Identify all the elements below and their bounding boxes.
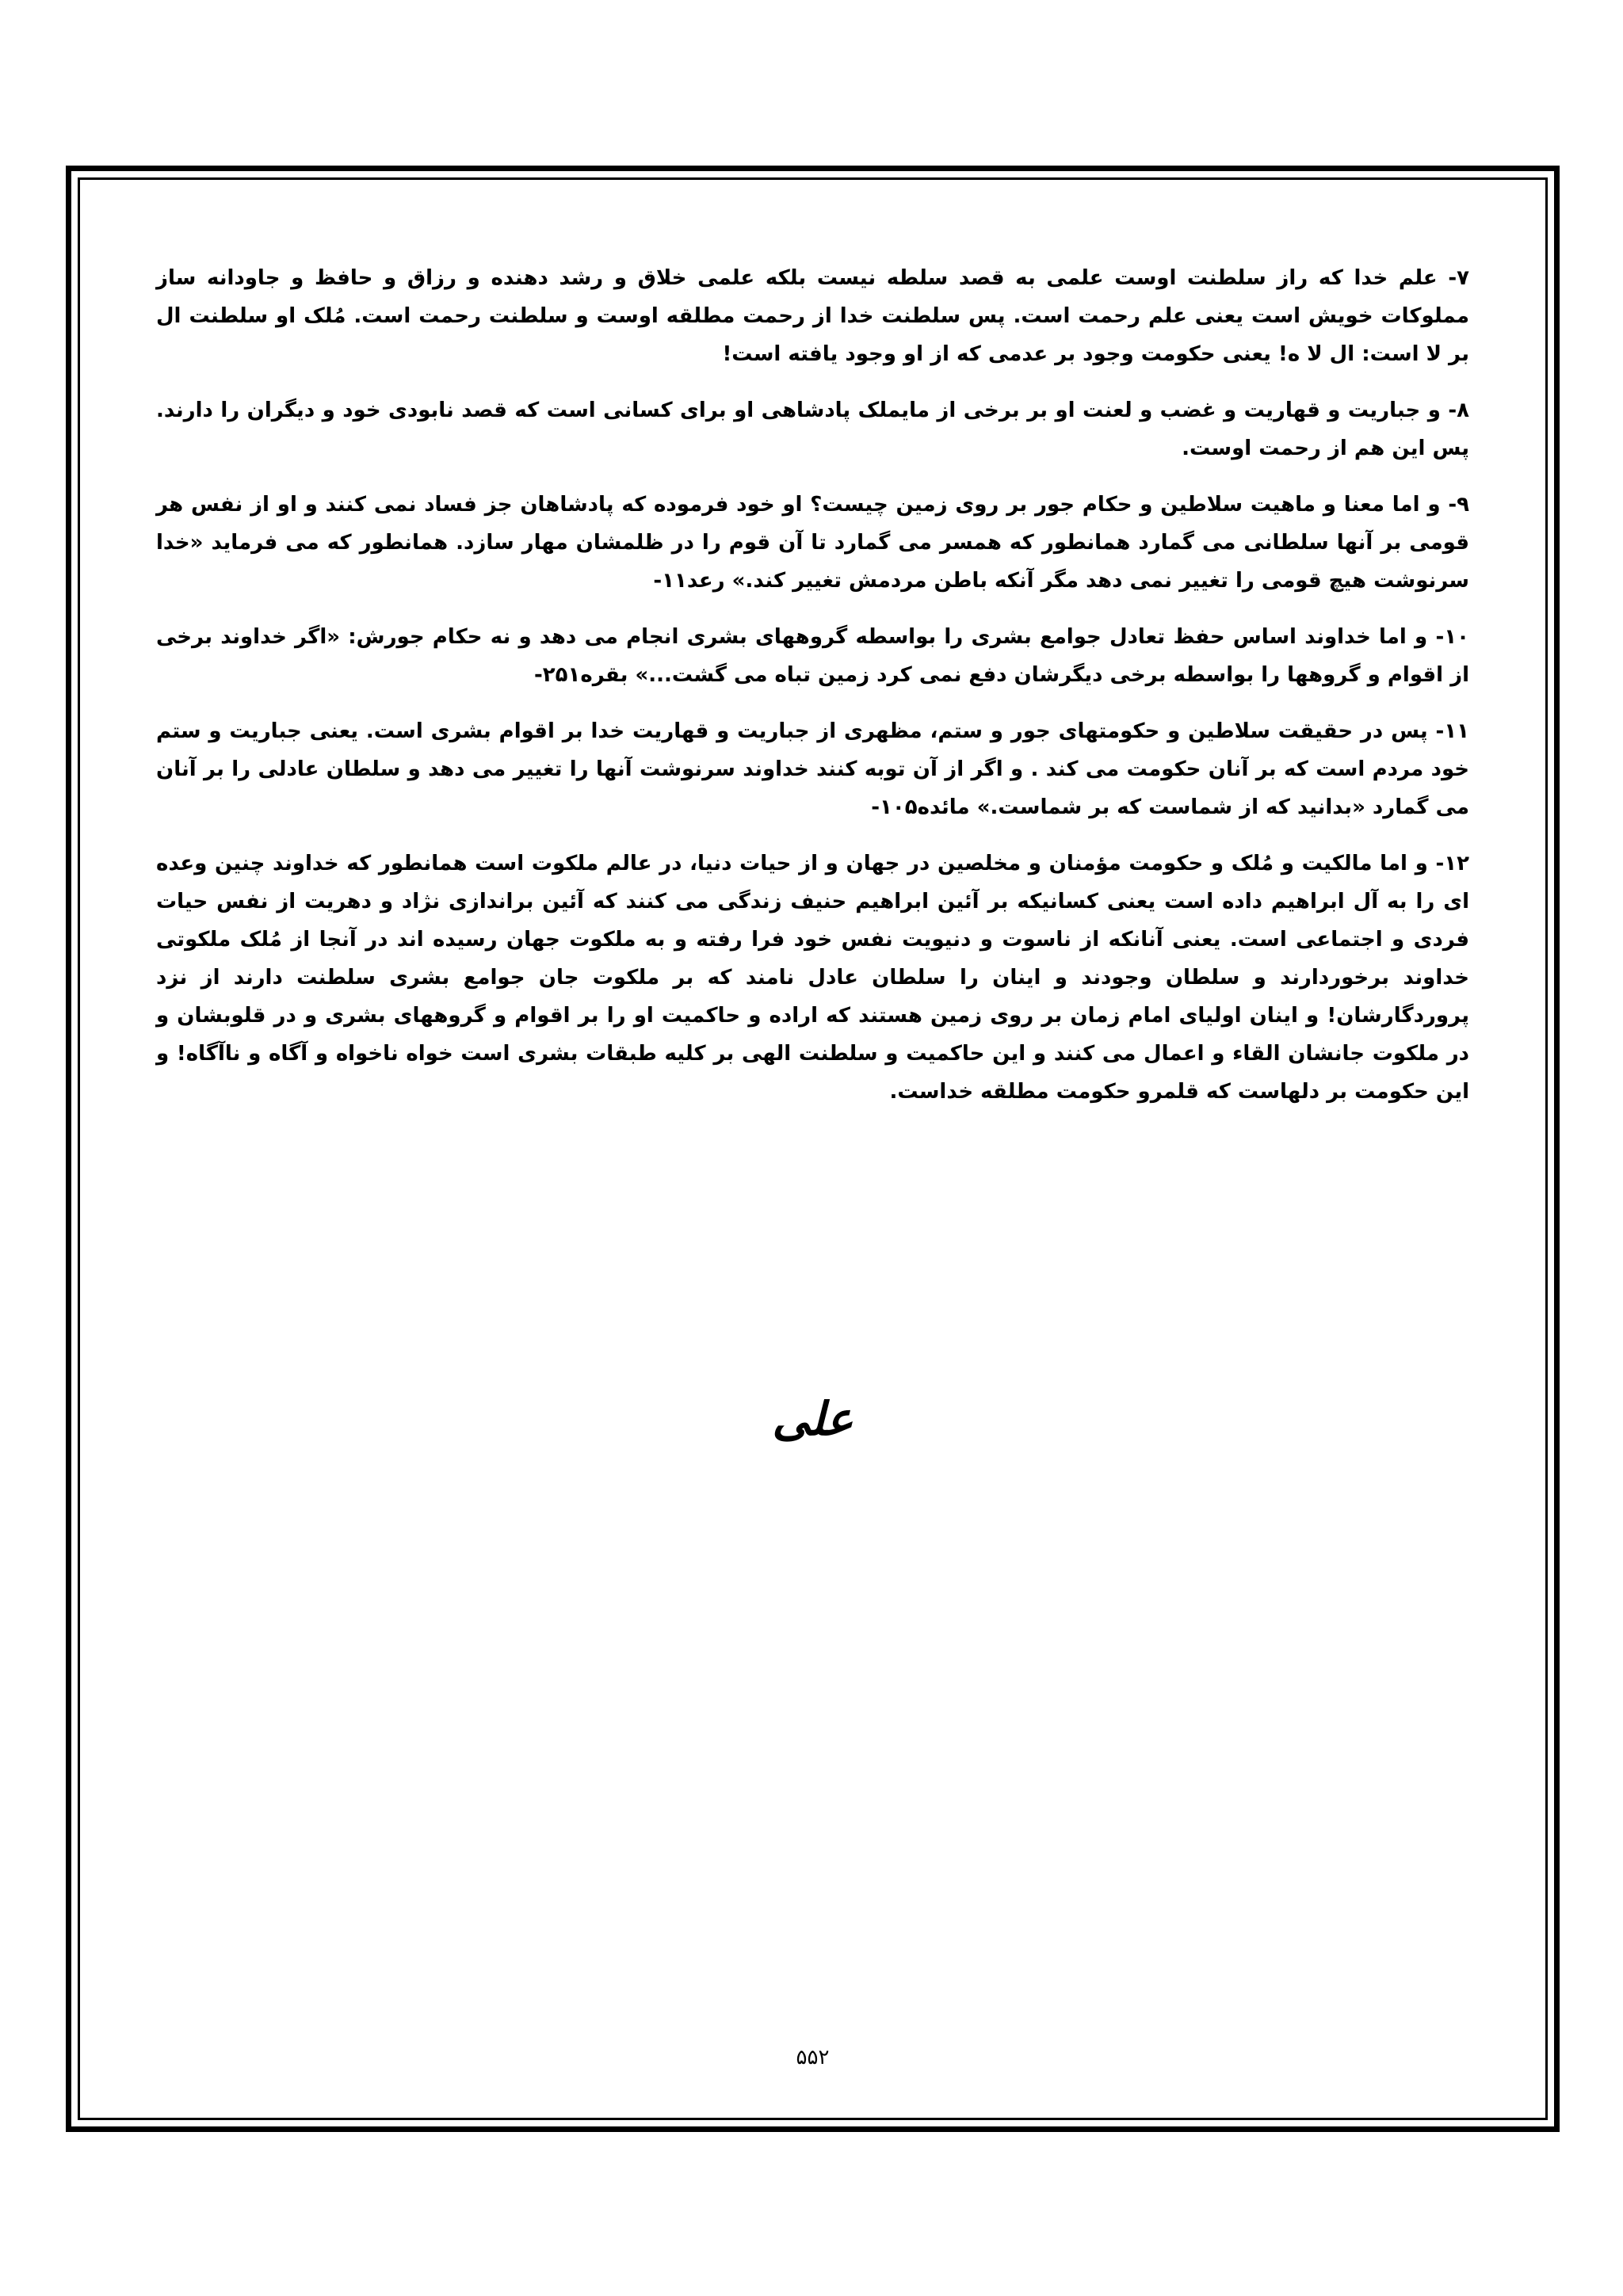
paragraph-10: ۱۰- و اما خداوند اساس حفظ تعادل جوامع بشری را بواسطه گروههای بشری انجام می دهد و نه حکام جورش: «اگر خداوند برخی از اقوام و گروهها را بواسطه برخی دیگرشان دفع نمی کرد زمین تباه می گشت...» بقره۲۵۱- [156,625,1469,687]
paragraph-12: ۱۲- و اما مالکیت و مُلک و حکومت مؤمنان و مخلصین در جهان و از حیات دنیا، در عالم ملکوت است همانطور که خداوند چنین وعده ای را به آل ابراهیم داده است یعنی کسانیکه بر آئین ابراهیم حنیف زندگی می کنند که آئین براندازی نژاد و دهریت از نفس حیات فردی و اجتماعی است. یعنی آنانکه از ناسوت و دنیویت نفس خود فرا رفته و به ملکوت جهان رسیده اند در آنجا از مُلک ملکوتی خداوند برخوردارند و سلطان وجودند و اینان را سلطان عادل نامند که بر ملکوت جان جوامع بشری سلطنت دارند از نزد پروردگارشان! و اینان اولیای امام زمان بر روی زمین هستند که اراده و حاکمیت او را بر اقوام و گروههای بشری و در قلوبشان و در ملکوت جانشان القاء و اعمال می کنند و این حاکمیت و سلطنت الهی بر کلیه طبقات بشری است خواه ناخواه و آگاه و ناآگاه! و این حکومت بر دلهاست که قلمرو حکومت مطلقه خداست. [156,852,1469,1104]
page-number: ۵۵۲ [796,2046,830,2069]
paragraph-9: ۹- و اما معنا و ماهیت سلاطین و حکام جور بر روی زمین چیست؟ او خود فرموده که پادشاهان جز فساد نمی کنند و او از نفس هر قومی بر آنها سلطانی می گمارد همانطور که همسر می گمارد تا آن قوم را در ظلمشان مهار سازد. همانطور که می فرماید «خدا سرنوشت هیچ قومی را تغییر نمی دهد مگر آنکه باطن مردمش تغییر کند.» رعد۱۱- [156,493,1469,593]
text-body [156,259,1469,1129]
paragraph-11: ۱۱- پس در حقیقت سلاطین و حکومتهای جور و ستم، مظهری از جباریت و قهاریت خدا بر اقوام بشری است. یعنی جباریت و ستم خود مردم است که بر آنان حکومت می کند . و اگر از آن توبه کنند خداوند سرنوشت آنها را تغییر می دهد و سلطان عادلی را بر آنان می گمارد «بدانید که از شماست که بر شماست.» مائده۱۰۵- [156,719,1469,819]
paragraph-7: ۷- علم خدا که راز سلطنت اوست علمی به قصد سلطه نیست بلکه علمی خلاق و رشد دهنده و رزاق و حافظ و جاودانه ساز مملوکات خویش است یعنی علم رحمت است. پس سلطنت خدا از رحمت مطلقه اوست و سلطنت رحمت است. مُلک او سلطنت ال بر لا است: ال لا ه! یعنی حکومت وجود بر عدمی که از او وجود یافته است! [156,266,1469,366]
page-border-inner [78,177,1548,2120]
author-signature: علی [772,1392,854,1446]
paragraph-8: ۸- و جباریت و قهاریت و غضب و لعنت او بر برخی از مایملک پادشاهی او برای کسانی است که قصد نابودی خود و دیگران را دارند. پس این هم از رحمت اوست. [156,399,1469,460]
page-border-outer [66,166,1560,2132]
